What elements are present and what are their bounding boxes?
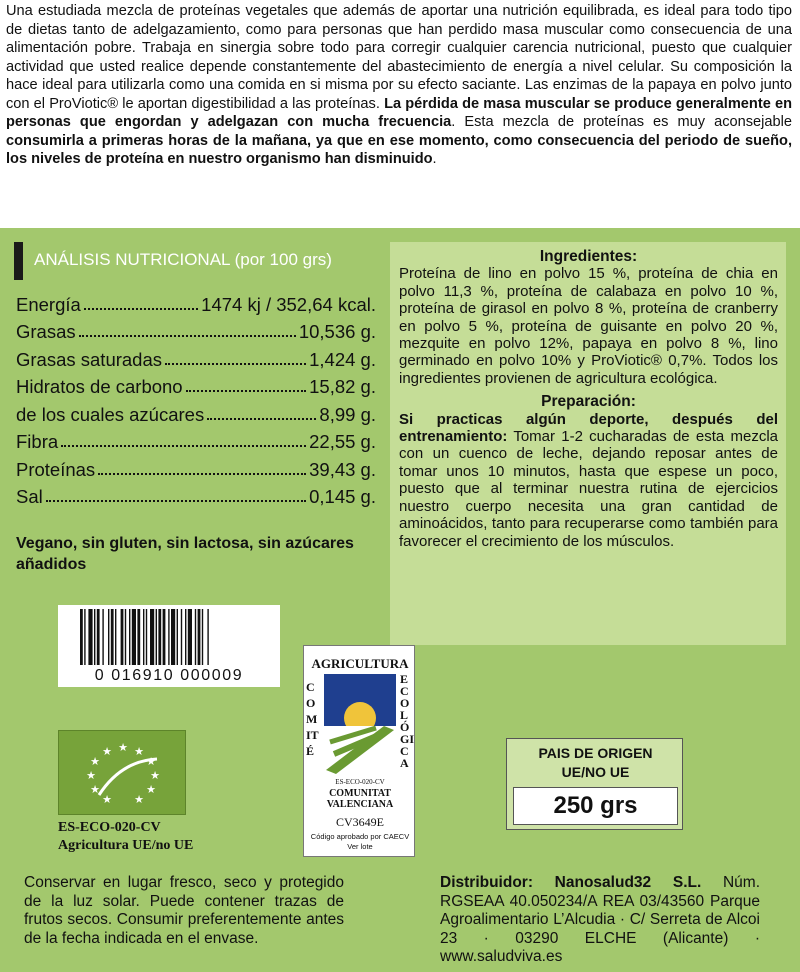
svg-text:★: ★ <box>118 741 128 754</box>
svg-text:★: ★ <box>102 745 112 758</box>
caecv-region-1: COMUNITAT <box>329 788 391 799</box>
nutrition-row: de los cuales azúcares 8,99 g. <box>16 403 376 425</box>
header-accent <box>14 242 23 280</box>
svg-text:★: ★ <box>134 793 144 806</box>
eu-leaf-icon <box>59 731 187 816</box>
caecv-cv: CV3649E <box>336 815 384 829</box>
nutrition-row: Hidratos de carbono 15,82 g. <box>16 376 376 397</box>
caecv-seal <box>303 645 415 857</box>
nutrition-row: Sal 0,145 g. <box>16 486 376 507</box>
svg-text:★: ★ <box>146 783 156 796</box>
nutrition-title: ANÁLISIS NUTRICIONAL (por 100 grs) <box>34 250 332 269</box>
barcode <box>58 605 280 687</box>
caecv-region-2: VALENCIANA <box>326 799 394 810</box>
svg-text:★: ★ <box>146 755 156 768</box>
svg-text:★: ★ <box>134 745 144 758</box>
preparation-text: Si practicas algún deporte, después del entrenamiento: Tomar 1-2 cucharadas de esta mezcla con un cuenco de leche, dejando reposar antes de tomar unos 10 minutos, hasta que espese un poco, puesto que al terminar nuestra rutina de ejercicios nuestro cuerpo necesita una gran cantidad de aminoácidos, tanto para recuperarse como también para favorecer el crecimiento de los músculos. <box>399 410 778 550</box>
eu-code: ES-ECO-020-CV <box>58 820 161 835</box>
caecv-left-text: COMITÉ <box>306 680 319 758</box>
caecv-emblem-icon <box>324 674 396 774</box>
nutrition-row: Proteínas 39,43 g. <box>16 458 376 480</box>
intro-section <box>0 0 800 228</box>
caecv-approved: Código aprobado por CAECV <box>310 832 410 841</box>
nutrition-row: Grasas 10,536 g. <box>16 321 376 342</box>
origin-label: PAIS DE ORIGEN <box>538 745 653 761</box>
origin-box <box>506 738 683 830</box>
nutrition-table <box>16 288 376 508</box>
caecv-right-text: ECOLÓGICA <box>400 672 415 770</box>
ingredients-text: Proteína de lino en polvo 15 %, proteína de chia en polvo 11,3 %, proteína de calabaza en polvo 10 %, proteína de girasol en polvo 8 %, proteína de cranberry en polvo 5 %, proteína de guisante en polvo 20 %, mezquite en polvo 12%, papaya en polvo 8 %, lino germinado en polvo 10% y ProViotic® 0,7%. Todos los ingredientes provienen de agricultura ecológica. <box>399 265 778 387</box>
nutrition-header <box>14 242 376 280</box>
intro-text: Una estudiada mezcla de proteínas vegetales que además de aportar una nutrición equilibrada, es ideal para todo tipo de dietas tanto de adelgazamiento, como para personas que han perdido masa muscular como consecuencia de una alimentación pobre. Trabaja en sinergia sobre todo para corregir cualquier carencia nutricional, puesto que cualquier actividad que usted realice depende constantemente del abastecimiento de energía a nivel celular. Su composición la hace ideal para utilizarla como una comida en si misma por su efecto saciante. Las enzimas de la papaya en polvo junto con el ProViotic® le aportan digestibilidad a las proteínas. La pérdida de masa muscular se produce generalmente en personas que engordan y adelgazan con mucha frecuencia. Esta mezcla de proteínas es muy aconsejable consumirla a primeras horas de la mañana, ya que en ese momento, como consecuencia del periodo de sueño, los niveles de proteína en nuestro organismo han disminuido. <box>6 3 792 167</box>
nutrition-row: Grasas saturadas 1,424 g. <box>16 348 376 370</box>
caecv-top-text: AGRICULTURA <box>311 656 409 671</box>
svg-text:★: ★ <box>86 769 96 782</box>
ingredients-title: Ingredientes: <box>539 248 638 265</box>
ingredients-box <box>390 242 786 645</box>
nutrition-row: Fibra 22,55 g. <box>16 431 376 452</box>
net-weight: 250 grs <box>513 787 678 825</box>
origin-value: UE/NO UE <box>561 764 630 780</box>
nutrition-row: Energía 1474 kj / 352,64 kcal. <box>16 293 376 315</box>
distributor-text: Distribuidor: Nanosalud32 S.L. Núm. RGSEAA 40.050234/A REA 03/43560 Parque Agroalimentario L’Alcudia · C/ Serreta de Alcoi 23 · 03290 ELCHE (Alicante) · www.saludviva.es <box>440 874 761 966</box>
eu-origin: Agricultura UE/no UE <box>58 838 194 853</box>
preparation-title: Preparación: <box>541 393 636 411</box>
svg-text:★: ★ <box>90 783 100 796</box>
vegan-note: Vegano, sin gluten, sin lactosa, sin azúcares añadidos <box>16 535 354 573</box>
svg-text:★: ★ <box>90 755 100 768</box>
caecv-lote: Ver lote <box>347 842 373 851</box>
barcode-number: 0 016910 000009 <box>94 667 244 684</box>
barcode-bars <box>58 605 280 667</box>
svg-text:★: ★ <box>150 769 160 782</box>
svg-text:★: ★ <box>102 793 112 806</box>
storage-text: Conservar en lugar fresco, seco y protegido de la luz solar. Puede contener trazas de frutos secos. Consumir preferentemente antes de la fecha indicada en el envase. <box>24 874 344 947</box>
eu-organic-logo <box>58 730 186 815</box>
caecv-code: ES-ECO-020-CV <box>335 778 385 786</box>
